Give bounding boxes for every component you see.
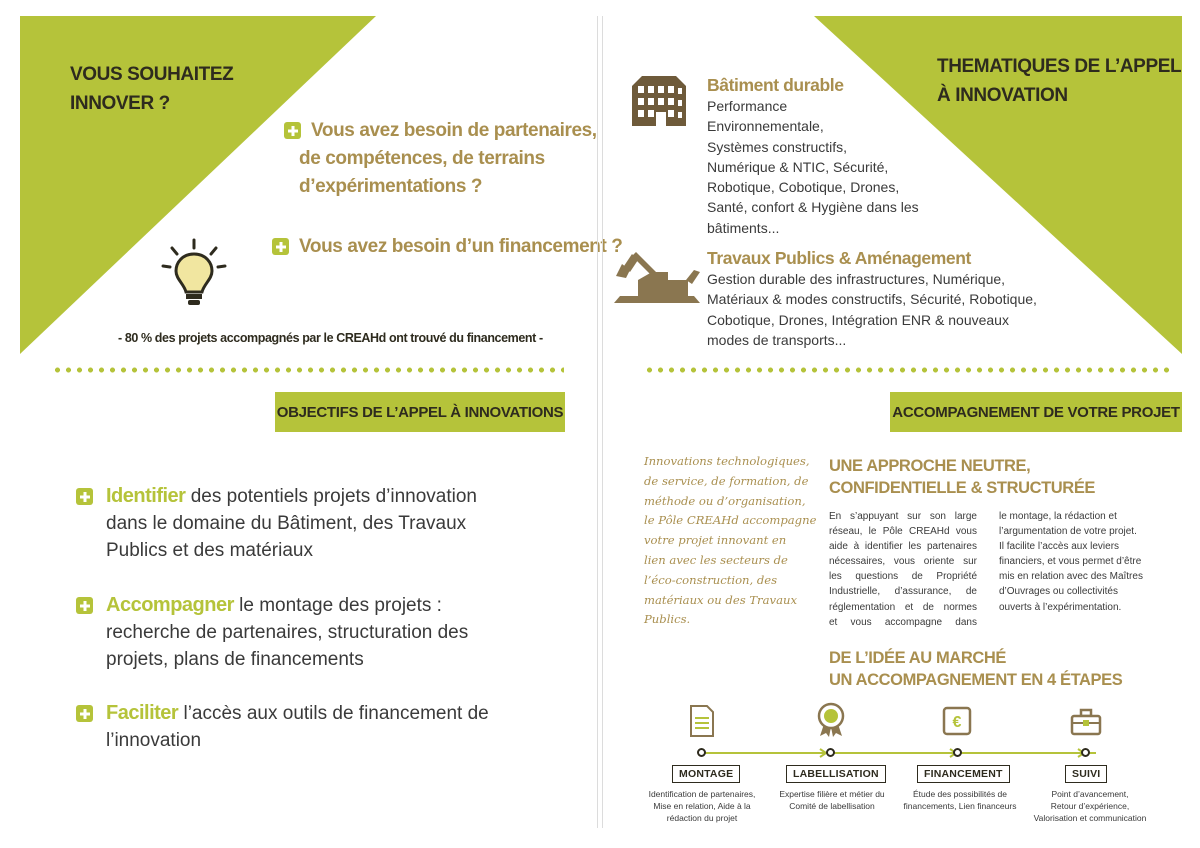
plus-icon bbox=[272, 238, 289, 255]
intro-line: matériaux ou des Travaux bbox=[644, 592, 797, 607]
objective-identifier: Identifier des potentiels projets d’innovation dans le domaine du Bâtiment, des Travaux Publics et des matériaux bbox=[76, 483, 536, 564]
step-financement-desc bbox=[898, 788, 1022, 812]
right-dotted-divider bbox=[644, 367, 1174, 373]
intro-line: Innovations technologiques, bbox=[644, 454, 810, 468]
step-desc-line: financements, Lien financeurs bbox=[903, 801, 1017, 811]
step-desc-line: Étude des possibilités de bbox=[912, 789, 1008, 799]
timeline-line bbox=[700, 747, 1100, 759]
step-financement: FINANCEMENT bbox=[917, 765, 1010, 783]
step-suivi-desc bbox=[1028, 788, 1152, 824]
theme-public-works-title: Travaux Publics & Aménagement bbox=[707, 248, 971, 268]
lightbulb-icon bbox=[160, 238, 228, 308]
step-suivi: SUIVI bbox=[1065, 765, 1107, 783]
plus-icon bbox=[76, 597, 93, 614]
step-desc-line: Comité de labellisation bbox=[789, 801, 875, 811]
theme-line: Robotique, Cobotique, Drones, bbox=[707, 179, 900, 196]
step-desc-line: Valorisation et communication bbox=[1033, 813, 1147, 823]
plus-icon bbox=[76, 705, 93, 722]
approach-line: et vous accompagne dans bbox=[829, 616, 977, 628]
intro-line: lien avec les secteurs de bbox=[644, 552, 788, 567]
theme-line: Numérique & NTIC, Sécurité, bbox=[707, 158, 889, 175]
approach-line: réseau, le Pôle CREAHd vous bbox=[829, 526, 977, 538]
steps-title: DE L’IDÉE AU MARCHÉ UN ACCOMPAGNEMENT EN 4 ÉTAPES bbox=[829, 649, 1123, 689]
intro-line: Publics. bbox=[644, 612, 691, 627]
need-funding: Vous avez besoin d’un financement ? bbox=[272, 235, 622, 259]
approach-line: mis en relation avec des Maîtres bbox=[999, 571, 1143, 583]
theme-line: Environnementale, bbox=[707, 118, 824, 135]
plus-icon bbox=[76, 488, 93, 505]
steps-timeline bbox=[640, 700, 1180, 830]
step-labellisation-desc bbox=[770, 788, 894, 812]
step-dot bbox=[953, 748, 962, 757]
step-dot bbox=[697, 748, 706, 757]
step-desc-line: Point d’avancement, bbox=[1051, 789, 1129, 799]
excavator-icon bbox=[612, 250, 704, 304]
step-desc-line: Mise en relation, Aide à la bbox=[653, 801, 751, 811]
theme-line: Matériaux & modes constructifs, Sécurité, Robotique, bbox=[707, 291, 1037, 308]
approach-line: les questions de Propriété bbox=[829, 571, 977, 583]
objective-faciliter: Faciliter l’accès aux outils de financement de l’innovation bbox=[76, 700, 536, 754]
plus-icon bbox=[284, 122, 301, 139]
question-title: VOUS SOUHAITEZ INNOVER ? bbox=[70, 64, 234, 114]
theme-public-works-list bbox=[707, 269, 1069, 350]
page-spine bbox=[597, 16, 603, 828]
step-dot bbox=[826, 748, 835, 757]
approach-column-2 bbox=[999, 509, 1149, 615]
theme-building bbox=[707, 74, 919, 238]
theme-building-title: Bâtiment durable bbox=[707, 75, 844, 95]
document-icon bbox=[689, 704, 715, 738]
approach-line: Industrielle, d’assurance, de bbox=[829, 586, 977, 598]
approach-line: le montage, la rédaction et bbox=[999, 511, 1117, 522]
step-desc-line: Retour d’expérience, bbox=[1050, 801, 1130, 811]
approach-line: l’argumentation de votre projet. bbox=[999, 526, 1137, 538]
intro-line: de service, de formation, de bbox=[644, 473, 809, 488]
approach-line: aide à identifier les partenaires bbox=[829, 541, 977, 553]
theme-line: Performance bbox=[707, 98, 788, 114]
theme-line: Gestion durable des infrastructures, Numérique, bbox=[707, 271, 1006, 287]
intro-line: votre projet innovant en bbox=[644, 533, 787, 548]
briefcase-icon bbox=[1070, 708, 1102, 736]
approach-line: financiers, et vous permet d’être bbox=[999, 556, 1142, 568]
step-desc-line: Expertise filière et métier du bbox=[779, 789, 885, 799]
step-montage-desc bbox=[640, 788, 764, 824]
approach-line: nécessaires, vous oriente sur bbox=[829, 556, 977, 568]
objectives-banner: OBJECTIFS DE L’APPEL À INNOVATIONS bbox=[275, 392, 565, 432]
support-banner: ACCOMPAGNEMENT DE VOTRE PROJET bbox=[890, 392, 1182, 432]
approach-line: En s’appuyant sur son large bbox=[829, 511, 977, 522]
approach-title: UNE APPROCHE NEUTRE, CONFIDENTIELLE & STRUCTURÉE bbox=[829, 457, 1096, 497]
approach-line: d’Ouvrages ou collectivités bbox=[999, 586, 1118, 598]
approach-line: ouverts à l’expérimentation. bbox=[999, 601, 1122, 613]
approach-line: Il facilite l’accès aux leviers bbox=[999, 541, 1120, 553]
svg-text:€: € bbox=[952, 714, 962, 731]
funding-stat: - 80 % des projets accompagnés par le CREAHd ont trouvé du financement - bbox=[118, 331, 543, 345]
need-partners: Vous avez besoin de partenaires, de compétences, de terrains d’expérimentations ? bbox=[284, 117, 597, 201]
theme-line: Systèmes constructifs, bbox=[707, 138, 848, 155]
theme-public-works bbox=[707, 247, 1069, 350]
euro-icon bbox=[942, 706, 972, 736]
approach-line: réglementation et de normes bbox=[829, 601, 977, 613]
building-icon bbox=[628, 72, 690, 127]
step-desc-line: rédaction du projet bbox=[666, 813, 738, 823]
intro-line: le Pôle CREAHd accompagne bbox=[644, 513, 817, 528]
intro-paragraph bbox=[644, 452, 816, 630]
theme-line: modes de transports... bbox=[707, 331, 847, 348]
step-desc-line: Identification de partenaires, bbox=[648, 789, 756, 799]
approach-column-1 bbox=[829, 509, 977, 630]
step-dot bbox=[1081, 748, 1090, 757]
themes-title: THEMATIQUES DE L’APPEL À INNOVATION bbox=[937, 56, 1182, 106]
theme-line: Santé, confort & Hygiène dans les bbox=[707, 199, 919, 216]
theme-building-list bbox=[707, 96, 919, 238]
theme-line: Cobotique, Drones, Intégration ENR & nouveaux bbox=[707, 311, 1009, 328]
intro-line: l’éco-construction, des bbox=[644, 572, 778, 587]
step-labellisation: LABELLISATION bbox=[786, 765, 886, 783]
objective-accompagner: Accompagner le montage des projets : recherche de partenaires, structuration des projets, plans de financements bbox=[76, 592, 536, 673]
medal-icon bbox=[815, 702, 847, 738]
left-dotted-divider bbox=[52, 367, 564, 373]
intro-line: méthode ou d’organisation, bbox=[644, 493, 806, 508]
theme-line: bâtiments... bbox=[707, 219, 780, 236]
step-montage: MONTAGE bbox=[672, 765, 740, 783]
